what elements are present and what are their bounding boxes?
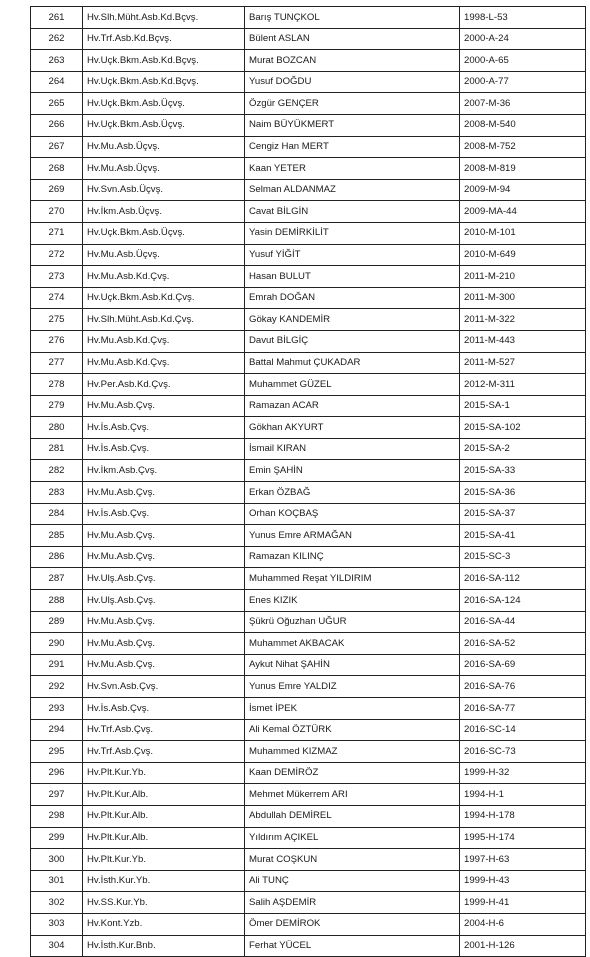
table-row: [31, 93, 586, 115]
registry-number-cell: 2016-SA-44: [460, 611, 586, 633]
rank-cell: Hv.Uçk.Bkm.Asb.Kd.Bçvş.: [83, 71, 245, 93]
person-name-cell: Muhammed Reşat YILDIRIM: [245, 568, 460, 590]
person-name-cell: Ömer DEMİROK: [245, 913, 460, 935]
registry-number-cell: 2016-SA-52: [460, 633, 586, 655]
rank-cell: Hv.Mu.Asb.Çvş.: [83, 546, 245, 568]
row-number: 264: [31, 71, 83, 93]
rank-cell: Hv.Trf.Asb.Kd.Bçvş.: [83, 28, 245, 50]
registry-number-cell: 2008-M-540: [460, 114, 586, 136]
registry-number-cell: 2010-M-649: [460, 244, 586, 266]
registry-number-cell: 1994-H-1: [460, 784, 586, 806]
table-row: [31, 525, 586, 547]
registry-number-cell: 2015-SA-102: [460, 417, 586, 439]
row-number: 269: [31, 179, 83, 201]
table-row: [31, 482, 586, 504]
table-row: [31, 784, 586, 806]
registry-number-cell: 2016-SA-76: [460, 676, 586, 698]
registry-number-cell: 1999-H-41: [460, 892, 586, 914]
row-number: 277: [31, 352, 83, 374]
person-name-cell: Mehmet Mükerrem ARI: [245, 784, 460, 806]
person-name-cell: Yunus Emre ARMAĞAN: [245, 525, 460, 547]
rank-cell: Hv.Per.Asb.Kd.Çvş.: [83, 374, 245, 396]
rank-cell: Hv.Uçk.Bkm.Asb.Üçvş.: [83, 93, 245, 115]
rank-cell: Hv.Plt.Kur.Yb.: [83, 849, 245, 871]
row-number: 288: [31, 590, 83, 612]
rank-cell: Hv.İs.Asb.Çvş.: [83, 417, 245, 439]
person-name-cell: Şükrü Oğuzhan UĞUR: [245, 611, 460, 633]
registry-number-cell: 1994-H-178: [460, 805, 586, 827]
rank-cell: Hv.Mu.Asb.Çvş.: [83, 525, 245, 547]
row-number: 272: [31, 244, 83, 266]
registry-number-cell: 2004-H-6: [460, 913, 586, 935]
person-name-cell: Ramazan KILINÇ: [245, 546, 460, 568]
person-name-cell: Enes KIZIK: [245, 590, 460, 612]
rank-cell: Hv.Mu.Asb.Kd.Çvş.: [83, 266, 245, 288]
rank-cell: Hv.Plt.Kur.Alb.: [83, 827, 245, 849]
person-name-cell: Orhan KOÇBAŞ: [245, 503, 460, 525]
registry-number-cell: 2012-M-311: [460, 374, 586, 396]
row-number: 296: [31, 762, 83, 784]
registry-number-cell: 2009-M-94: [460, 179, 586, 201]
person-name-cell: Yusuf DOĞDU: [245, 71, 460, 93]
personnel-list-page: [30, 6, 585, 957]
table-row: [31, 935, 586, 957]
rank-cell: Hv.Mu.Asb.Üçvş.: [83, 136, 245, 158]
person-name-cell: Barış TUNÇKOL: [245, 7, 460, 29]
row-number: 268: [31, 158, 83, 180]
registry-number-cell: 2015-SA-41: [460, 525, 586, 547]
rank-cell: Hv.Plt.Kur.Yb.: [83, 762, 245, 784]
rank-cell: Hv.İs.Asb.Çvş.: [83, 503, 245, 525]
registry-number-cell: 2011-M-527: [460, 352, 586, 374]
table-row: [31, 719, 586, 741]
row-number: 297: [31, 784, 83, 806]
person-name-cell: Yıldırım AÇIKEL: [245, 827, 460, 849]
person-name-cell: Abdullah DEMİREL: [245, 805, 460, 827]
table-row: [31, 179, 586, 201]
person-name-cell: İsmet İPEK: [245, 698, 460, 720]
person-name-cell: Gökay KANDEMİR: [245, 309, 460, 331]
registry-number-cell: 2008-M-819: [460, 158, 586, 180]
rank-cell: Hv.Svn.Asb.Çvş.: [83, 676, 245, 698]
rank-cell: Hv.İkm.Asb.Üçvş.: [83, 201, 245, 223]
registry-number-cell: 2016-SA-69: [460, 654, 586, 676]
rank-cell: Hv.Trf.Asb.Çvş.: [83, 719, 245, 741]
row-number: 283: [31, 482, 83, 504]
registry-number-cell: 2016-SC-73: [460, 741, 586, 763]
row-number: 291: [31, 654, 83, 676]
rank-cell: Hv.Plt.Kur.Alb.: [83, 805, 245, 827]
row-number: 267: [31, 136, 83, 158]
rank-cell: Hv.Mu.Asb.Çvş.: [83, 482, 245, 504]
registry-number-cell: 1995-H-174: [460, 827, 586, 849]
rank-cell: Hv.Uçk.Bkm.Asb.Kd.Çvş.: [83, 287, 245, 309]
row-number: 285: [31, 525, 83, 547]
table-row: [31, 654, 586, 676]
row-number: 289: [31, 611, 83, 633]
rank-cell: Hv.Mu.Asb.Kd.Çvş.: [83, 352, 245, 374]
table-row: [31, 590, 586, 612]
table-row: [31, 849, 586, 871]
person-name-cell: Murat COŞKUN: [245, 849, 460, 871]
registry-number-cell: 2015-SC-3: [460, 546, 586, 568]
table-row: [31, 805, 586, 827]
registry-number-cell: 2007-M-36: [460, 93, 586, 115]
rank-cell: Hv.Mu.Asb.Üçvş.: [83, 244, 245, 266]
person-name-cell: Muhammet AKBACAK: [245, 633, 460, 655]
table-row: [31, 913, 586, 935]
registry-number-cell: 2015-SA-1: [460, 395, 586, 417]
registry-number-cell: 2011-M-322: [460, 309, 586, 331]
registry-number-cell: 2000-A-24: [460, 28, 586, 50]
table-row: [31, 266, 586, 288]
person-name-cell: Yusuf YİĞİT: [245, 244, 460, 266]
table-row: [31, 762, 586, 784]
rank-cell: Hv.Mu.Asb.Çvş.: [83, 395, 245, 417]
rank-cell: Hv.İsth.Kur.Bnb.: [83, 935, 245, 957]
person-name-cell: Gökhan AKYURT: [245, 417, 460, 439]
registry-number-cell: 2008-M-752: [460, 136, 586, 158]
table-row: [31, 330, 586, 352]
registry-number-cell: 2016-SC-14: [460, 719, 586, 741]
table-row: [31, 633, 586, 655]
rank-cell: Hv.İsth.Kur.Yb.: [83, 870, 245, 892]
table-row: [31, 611, 586, 633]
row-number: 263: [31, 50, 83, 72]
table-row: [31, 309, 586, 331]
person-name-cell: Selman ALDANMAZ: [245, 179, 460, 201]
person-name-cell: Ali Kemal ÖZTÜRK: [245, 719, 460, 741]
rank-cell: Hv.İs.Asb.Çvş.: [83, 698, 245, 720]
person-name-cell: Muhammed KIZMAZ: [245, 741, 460, 763]
row-number: 279: [31, 395, 83, 417]
person-name-cell: Davut BİLGİÇ: [245, 330, 460, 352]
row-number: 266: [31, 114, 83, 136]
table-row: [31, 892, 586, 914]
person-name-cell: Kaan YETER: [245, 158, 460, 180]
person-name-cell: Cavat BİLGİN: [245, 201, 460, 223]
row-number: 280: [31, 417, 83, 439]
table-row: [31, 698, 586, 720]
table-row: [31, 201, 586, 223]
row-number: 298: [31, 805, 83, 827]
registry-number-cell: 1999-H-32: [460, 762, 586, 784]
row-number: 284: [31, 503, 83, 525]
row-number: 261: [31, 7, 83, 29]
row-number: 278: [31, 374, 83, 396]
rank-cell: Hv.İs.Asb.Çvş.: [83, 438, 245, 460]
row-number: 262: [31, 28, 83, 50]
row-number: 294: [31, 719, 83, 741]
table-row: [31, 50, 586, 72]
table-row: [31, 460, 586, 482]
registry-number-cell: 2009-MA-44: [460, 201, 586, 223]
rank-cell: Hv.SS.Kur.Yb.: [83, 892, 245, 914]
table-row: [31, 503, 586, 525]
person-name-cell: Ali TUNÇ: [245, 870, 460, 892]
row-number: 290: [31, 633, 83, 655]
person-name-cell: Cengiz Han MERT: [245, 136, 460, 158]
table-row: [31, 28, 586, 50]
table-row: [31, 114, 586, 136]
table-row: [31, 244, 586, 266]
row-number: 281: [31, 438, 83, 460]
rank-cell: Hv.İkm.Asb.Çvş.: [83, 460, 245, 482]
row-number: 292: [31, 676, 83, 698]
row-number: 274: [31, 287, 83, 309]
registry-number-cell: 2015-SA-33: [460, 460, 586, 482]
person-name-cell: Salih AŞDEMİR: [245, 892, 460, 914]
row-number: 270: [31, 201, 83, 223]
rank-cell: Hv.Trf.Asb.Çvş.: [83, 741, 245, 763]
person-name-cell: Emin ŞAHİN: [245, 460, 460, 482]
row-number: 293: [31, 698, 83, 720]
row-number: 304: [31, 935, 83, 957]
registry-number-cell: 2016-SA-124: [460, 590, 586, 612]
rank-cell: Hv.Kont.Yzb.: [83, 913, 245, 935]
table-row: [31, 222, 586, 244]
row-number: 287: [31, 568, 83, 590]
registry-number-cell: 1997-H-63: [460, 849, 586, 871]
person-name-cell: Bülent ASLAN: [245, 28, 460, 50]
rank-cell: Hv.Ulş.Asb.Çvş.: [83, 568, 245, 590]
row-number: 265: [31, 93, 83, 115]
table-row: [31, 287, 586, 309]
registry-number-cell: 2011-M-443: [460, 330, 586, 352]
rank-cell: Hv.Uçk.Bkm.Asb.Kd.Bçvş.: [83, 50, 245, 72]
personnel-table: [30, 6, 586, 957]
rank-cell: Hv.Ulş.Asb.Çvş.: [83, 590, 245, 612]
table-row: [31, 7, 586, 29]
person-name-cell: Yasin DEMİRKİLİT: [245, 222, 460, 244]
person-name-cell: Ramazan ACAR: [245, 395, 460, 417]
registry-number-cell: 2015-SA-36: [460, 482, 586, 504]
row-number: 301: [31, 870, 83, 892]
registry-number-cell: 2000-A-65: [460, 50, 586, 72]
table-row: [31, 741, 586, 763]
rank-cell: Hv.Slh.Müht.Asb.Kd.Çvş.: [83, 309, 245, 331]
table-row: [31, 417, 586, 439]
table-row: [31, 395, 586, 417]
registry-number-cell: 2015-SA-2: [460, 438, 586, 460]
rank-cell: Hv.Mu.Asb.Üçvş.: [83, 158, 245, 180]
table-row: [31, 568, 586, 590]
rank-cell: Hv.Svn.Asb.Üçvş.: [83, 179, 245, 201]
registry-number-cell: 2016-SA-77: [460, 698, 586, 720]
row-number: 295: [31, 741, 83, 763]
rank-cell: Hv.Plt.Kur.Alb.: [83, 784, 245, 806]
rank-cell: Hv.Slh.Müht.Asb.Kd.Bçvş.: [83, 7, 245, 29]
registry-number-cell: 2016-SA-112: [460, 568, 586, 590]
table-row: [31, 870, 586, 892]
person-name-cell: Murat BOZCAN: [245, 50, 460, 72]
table-row: [31, 71, 586, 93]
person-name-cell: Ferhat YÜCEL: [245, 935, 460, 957]
table-row: [31, 546, 586, 568]
person-name-cell: Erkan ÖZBAĞ: [245, 482, 460, 504]
registry-number-cell: 2001-H-126: [460, 935, 586, 957]
person-name-cell: Hasan BULUT: [245, 266, 460, 288]
person-name-cell: Naim BÜYÜKMERT: [245, 114, 460, 136]
row-number: 276: [31, 330, 83, 352]
rank-cell: Hv.Uçk.Bkm.Asb.Üçvş.: [83, 222, 245, 244]
table-row: [31, 158, 586, 180]
rank-cell: Hv.Mu.Asb.Çvş.: [83, 611, 245, 633]
row-number: 299: [31, 827, 83, 849]
person-name-cell: İsmail KIRAN: [245, 438, 460, 460]
row-number: 300: [31, 849, 83, 871]
rank-cell: Hv.Mu.Asb.Kd.Çvş.: [83, 330, 245, 352]
registry-number-cell: 2010-M-101: [460, 222, 586, 244]
table-row: [31, 676, 586, 698]
person-name-cell: Aykut Nihat ŞAHİN: [245, 654, 460, 676]
registry-number-cell: 2000-A-77: [460, 71, 586, 93]
row-number: 275: [31, 309, 83, 331]
table-row: [31, 136, 586, 158]
person-name-cell: Yunus Emre YALDIZ: [245, 676, 460, 698]
table-row: [31, 438, 586, 460]
personnel-table-body: [31, 7, 586, 957]
rank-cell: Hv.Mu.Asb.Çvş.: [83, 654, 245, 676]
person-name-cell: Özgür GENÇER: [245, 93, 460, 115]
row-number: 271: [31, 222, 83, 244]
row-number: 273: [31, 266, 83, 288]
table-row: [31, 827, 586, 849]
person-name-cell: Muhammet GÜZEL: [245, 374, 460, 396]
row-number: 282: [31, 460, 83, 482]
row-number: 286: [31, 546, 83, 568]
rank-cell: Hv.Uçk.Bkm.Asb.Üçvş.: [83, 114, 245, 136]
person-name-cell: Emrah DOĞAN: [245, 287, 460, 309]
person-name-cell: Battal Mahmut ÇUKADAR: [245, 352, 460, 374]
registry-number-cell: 2011-M-210: [460, 266, 586, 288]
person-name-cell: Kaan DEMİRÖZ: [245, 762, 460, 784]
registry-number-cell: 1998-L-53: [460, 7, 586, 29]
rank-cell: Hv.Mu.Asb.Çvş.: [83, 633, 245, 655]
table-row: [31, 374, 586, 396]
row-number: 303: [31, 913, 83, 935]
registry-number-cell: 2011-M-300: [460, 287, 586, 309]
row-number: 302: [31, 892, 83, 914]
registry-number-cell: 1999-H-43: [460, 870, 586, 892]
registry-number-cell: 2015-SA-37: [460, 503, 586, 525]
table-row: [31, 352, 586, 374]
